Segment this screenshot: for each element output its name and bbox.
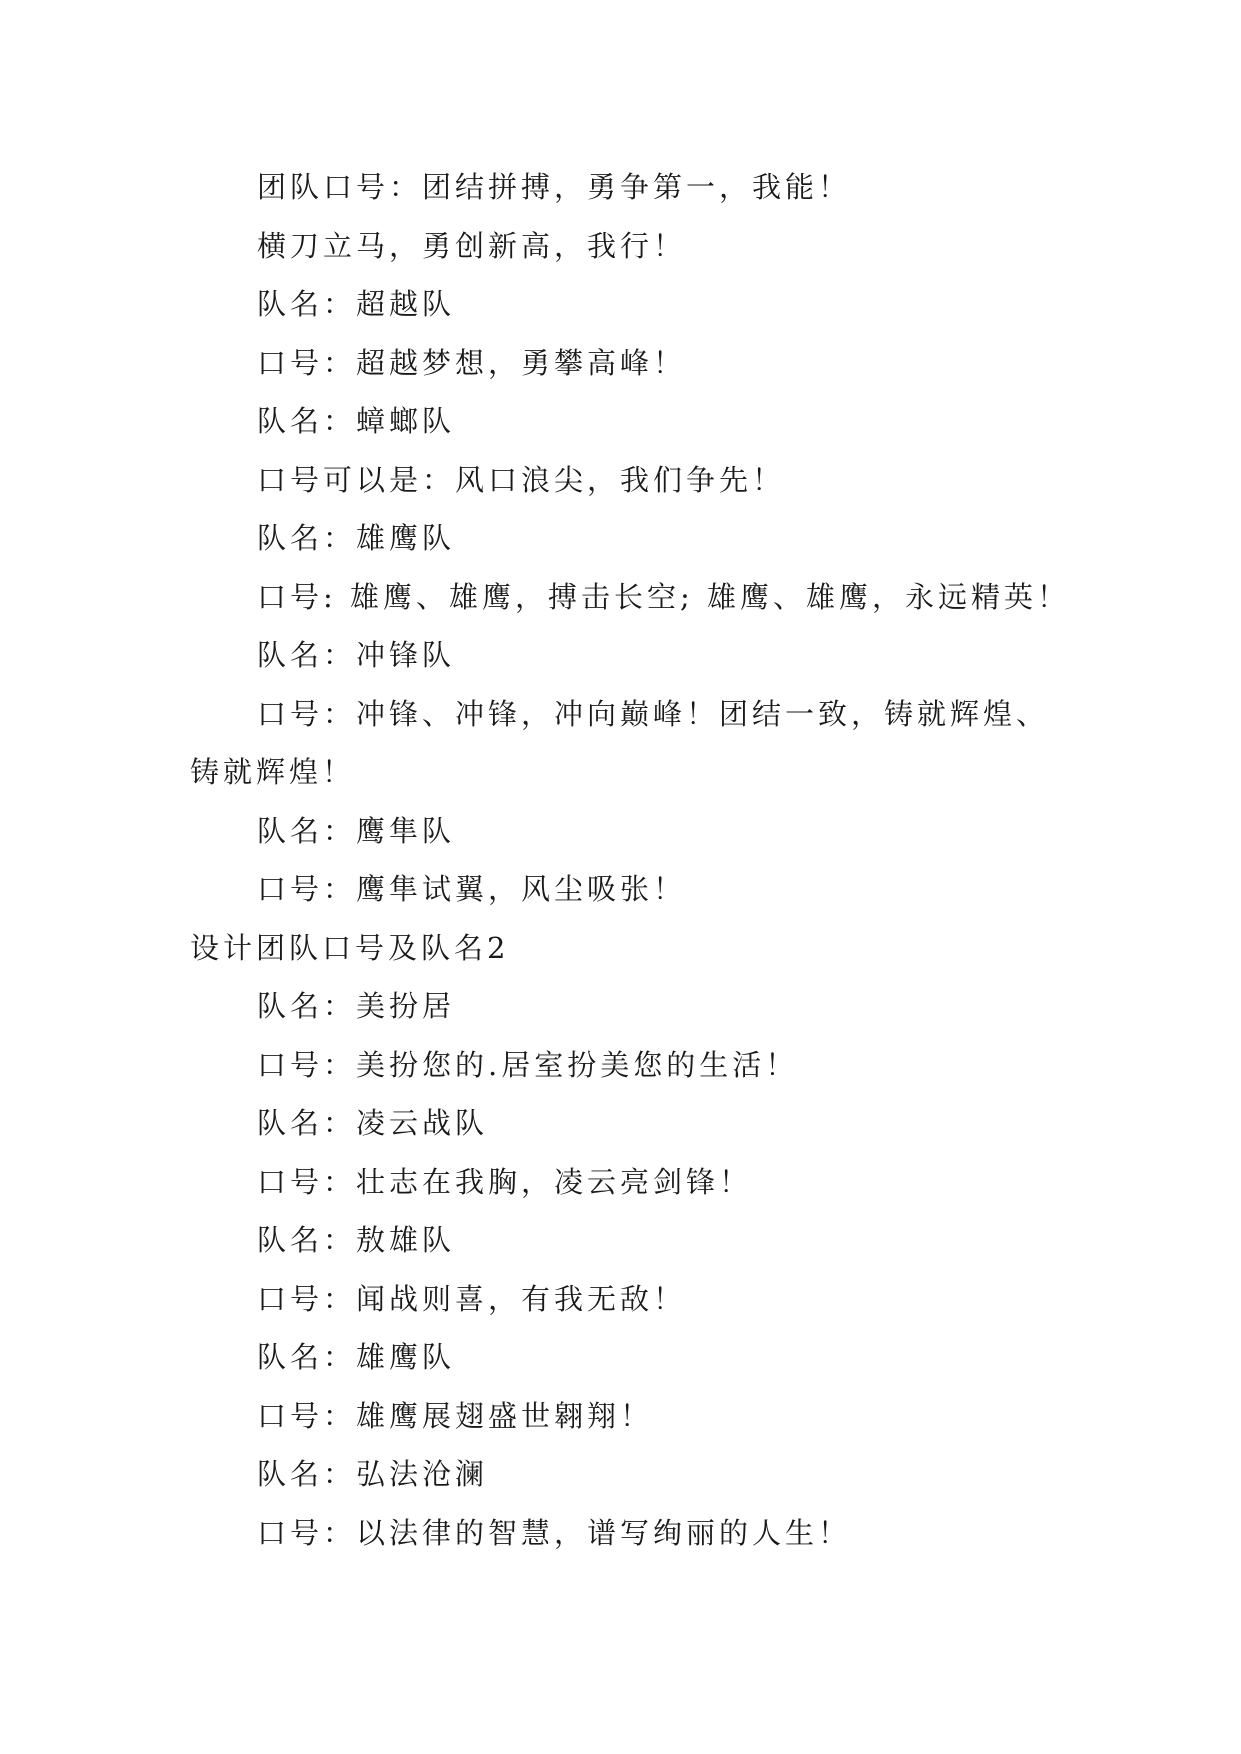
text-line: 口号：鹰隼试翼，风尘吸张！ bbox=[257, 872, 687, 906]
text-line: 口号：闻战则喜，有我无敌！ bbox=[257, 1281, 687, 1316]
text-line: 队名：雄鹰队 bbox=[257, 1340, 456, 1374]
text-line: 团队口号：团结拼搏，勇争第一，我能！ bbox=[257, 170, 852, 204]
text-line-continuation: 铸就辉煌！ bbox=[190, 755, 356, 789]
text-line: 队名：超越队 bbox=[257, 287, 456, 321]
text-line: 口号：壮志在我胸，凌云亮剑锋！ bbox=[257, 1164, 753, 1199]
text-line: 口号：雄鹰展翅盛世翱翔！ bbox=[257, 1398, 654, 1433]
text-line: 队名：蟑螂队 bbox=[257, 404, 456, 438]
text-line: 口号：美扮您的.居室扮美您的生活！ bbox=[257, 1047, 799, 1082]
text-line: 口号: 雄鹰、雄鹰，搏击长空; 雄鹰、雄鹰，永远精英！ bbox=[257, 579, 1070, 614]
text-line: 口号：超越梦想，勇攀高峰！ bbox=[257, 345, 687, 380]
text-line: 队名：雄鹰队 bbox=[257, 521, 456, 555]
text-line: 队名：鹰隼队 bbox=[257, 813, 456, 848]
text-line: 队名：弘法沧澜 bbox=[257, 1457, 489, 1491]
text-line: 口号：以法律的智慧，谱写绚丽的人生！ bbox=[257, 1515, 852, 1550]
text-line: 队名：冲锋队 bbox=[257, 638, 456, 672]
section-heading: 设计团队口号及队名2 bbox=[190, 930, 510, 965]
text-line: 横刀立马，勇创新高，我行！ bbox=[257, 228, 687, 263]
text-line: 队名：敖雄队 bbox=[257, 1223, 456, 1257]
document-body bbox=[190, 158, 1090, 1562]
text-line: 队名：凌云战队 bbox=[257, 1106, 489, 1140]
text-line: 口号可以是：风口浪尖，我们争先！ bbox=[257, 462, 786, 497]
text-line: 队名：美扮居 bbox=[257, 989, 456, 1023]
text-line: 口号：冲锋、冲锋，冲向巅峰！团结一致，铸就辉煌、 bbox=[257, 696, 1050, 731]
